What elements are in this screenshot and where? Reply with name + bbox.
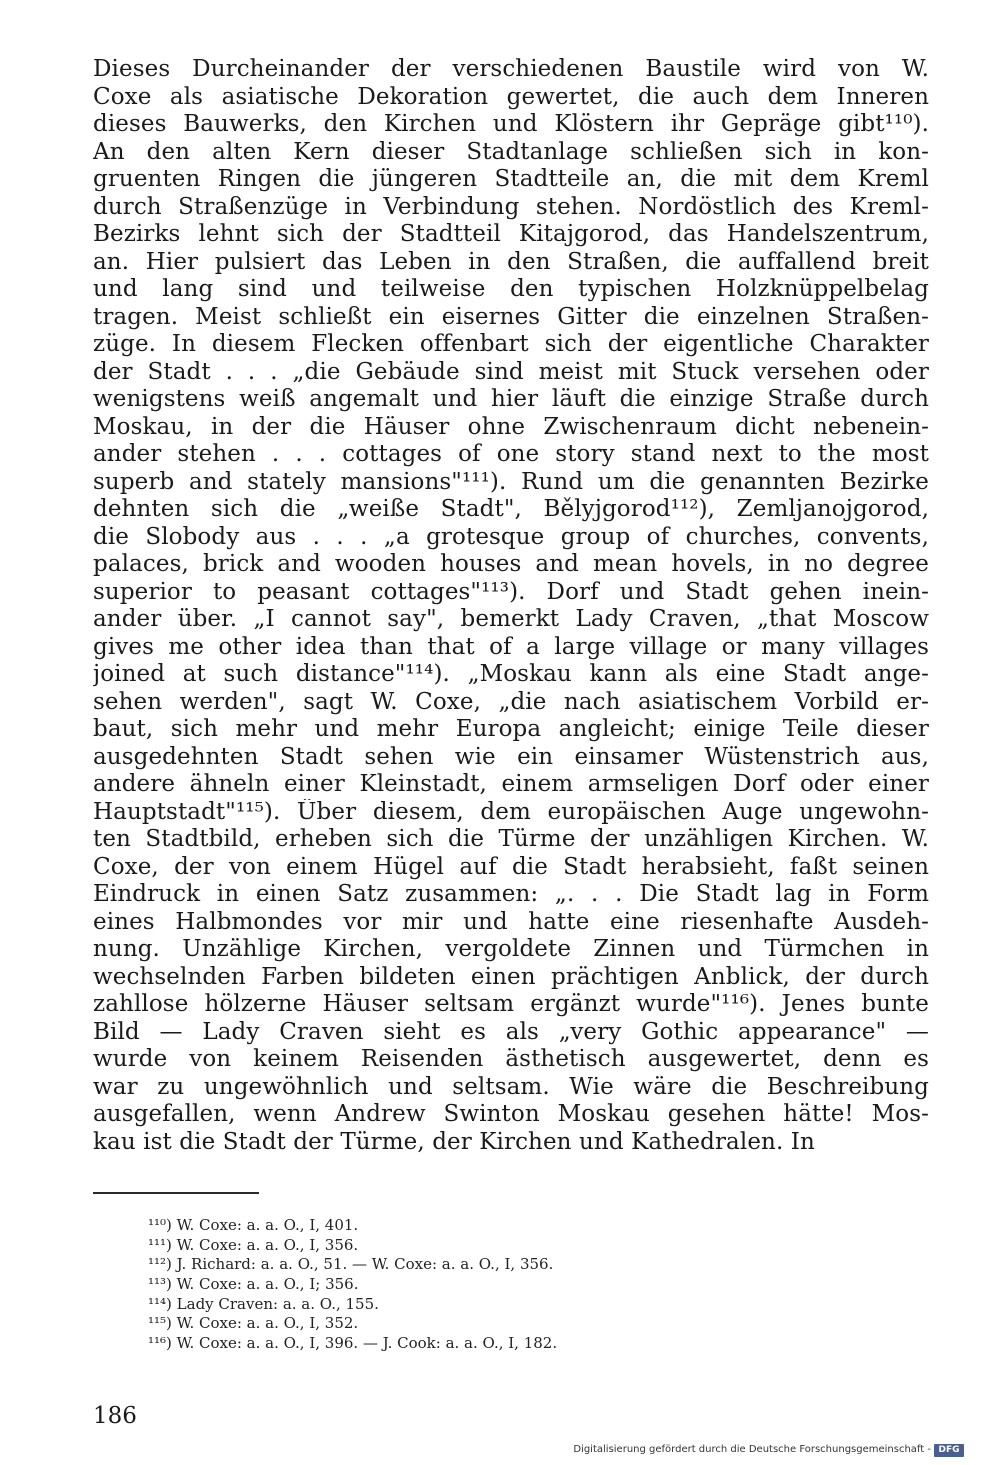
- text-line: wurde von keinem Reisenden ästhetisch ausgewertet, denn es: [93, 1046, 929, 1072]
- text-line: Hauptstadt"¹¹⁵). Über diesem, dem europäischen Auge ungewohn-: [93, 798, 929, 825]
- text-line: nung. Unzählige Kirchen, vergoldete Zinnen und Türmchen in: [93, 936, 929, 962]
- text-line: eines Halbmondes vor mir und hatte eine riesenhafte Ausdeh-: [93, 908, 929, 935]
- text-line: die Slobody aus . . . „a grotesque group of churches, convents,: [93, 523, 929, 550]
- footnotes: [148, 1216, 788, 1354]
- text-line: zahllose hölzerne Häuser seltsam ergänzt wurde"¹¹⁶). Jenes bunte: [93, 991, 929, 1017]
- text-line: Bild — Lady Craven sieht es als „very Gothic appearance" —: [93, 1018, 929, 1045]
- text-line: Coxe, der von einem Hügel auf die Stadt herabsieht, faßt seinen: [93, 853, 929, 880]
- text-line: ander über. „I cannot say", bemerkt Lady Craven, „that Moscow: [93, 606, 929, 632]
- text-line: und lang sind und teilweise den typischen Holzknüppelbelag: [93, 276, 929, 302]
- text-line: sehen werden", sagt W. Coxe, „die nach asiatischem Vorbild er-: [93, 688, 929, 715]
- footnote: ¹¹⁰) W. Coxe: a. a. O., I, 401.: [148, 1216, 359, 1234]
- text-line: an. Hier pulsiert das Leben in den Straßen, die auffallend breit: [93, 248, 929, 275]
- footnote: ¹¹⁴) Lady Craven: a. a. O., 155.: [148, 1294, 379, 1313]
- credit-text: Digitalisierung gefördert durch die Deutsche Forschungsgemeinschaft -: [573, 1444, 931, 1455]
- text-line: ausgedehnten Stadt sehen wie ein einsamer Wüstenstrich aus,: [93, 743, 929, 770]
- text-line: der Stadt . . . „die Gebäude sind meist mit Stuck versehen oder: [93, 358, 929, 385]
- dfg-logo: DFG: [934, 1444, 964, 1457]
- text-line: Bezirks lehnt sich der Stadtteil Kitajgorod, das Handelszentrum,: [93, 221, 929, 247]
- text-line: dehnten sich die „weiße Stadt", Bělyjgorod¹¹²), Zemljanojgorod,: [93, 496, 929, 522]
- text-line: Coxe als asiatische Dekoration gewertet, die auch dem Inneren: [93, 83, 929, 110]
- text-line: kau ist die Stadt der Türme, der Kirchen und Kathedralen. In: [93, 1128, 815, 1155]
- page-number: 186: [93, 1403, 137, 1429]
- text-line: durch Straßenzüge in Verbindung stehen. Nordöstlich des Kreml-: [93, 193, 929, 220]
- text-line: wenigstens weiß angemalt und hier läuft die einzige Straße durch: [93, 386, 929, 412]
- text-line: ten Stadtbild, erheben sich die Türme der unzähligen Kirchen. W.: [93, 826, 929, 852]
- text-line: Eindruck in einen Satz zusammen: „. . . Die Stadt lag in Form: [93, 881, 929, 907]
- text-line: An den alten Kern dieser Stadtanlage schließen sich in kon-: [93, 138, 929, 165]
- footnote-separator: [93, 1192, 259, 1194]
- text-line: wechselnden Farben bildeten einen prächtigen Anblick, der durch: [93, 963, 929, 990]
- text-line: andere ähneln einer Kleinstadt, einem armseligen Dorf oder einer: [93, 771, 929, 797]
- text-line: gives me other idea than that of a large village or many villages: [93, 633, 929, 660]
- text-line: war zu ungewöhnlich und seltsam. Wie wäre die Beschreibung: [93, 1073, 929, 1100]
- text-line: superb and stately mansions"¹¹¹). Rund um die genannten Bezirke: [93, 468, 929, 495]
- digitization-credit: [573, 1443, 964, 1457]
- text-line: joined at such distance"¹¹⁴). „Moskau kann als eine Stadt ange-: [93, 661, 929, 687]
- footnote: ¹¹²) J. Richard: a. a. O., 51. — W. Coxe: a. a. O., I, 356.: [148, 1255, 554, 1274]
- text-line: dieses Bauwerks, den Kirchen und Klöstern ihr Gepräge gibt¹¹⁰).: [93, 111, 929, 137]
- footnote: ¹¹⁵) W. Coxe: a. a. O., I, 352.: [148, 1314, 359, 1333]
- text-line: Moskau, in der die Häuser ohne Zwischenraum dicht nebenein-: [93, 413, 929, 440]
- text-line: gruenten Ringen die jüngeren Stadtteile an, die mit dem Kreml: [93, 166, 929, 192]
- text-line: ausgefallen, wenn Andrew Swinton Moskau gesehen hätte! Mos-: [93, 1101, 929, 1127]
- text-line: palaces, brick and wooden houses and mean hovels, in no degree: [93, 551, 929, 577]
- text-line: ander stehen . . . cottages of one story stand next to the most: [93, 441, 929, 467]
- footnote: ¹¹³) W. Coxe: a. a. O., I; 356.: [148, 1275, 359, 1294]
- text-line: Dieses Durcheinander der verschiedenen Baustile wird von W.: [93, 56, 929, 82]
- text-line: züge. In diesem Flecken offenbart sich der eigentliche Charakter: [93, 331, 929, 357]
- footnote: ¹¹⁶) W. Coxe: a. a. O., I, 396. — J. Cook: a. a. O., I, 182.: [148, 1334, 558, 1353]
- body-text: [93, 56, 929, 1156]
- text-line: superior to peasant cottages"¹¹³). Dorf und Stadt gehen inein-: [93, 578, 929, 605]
- text-line: tragen. Meist schließt ein eisernes Gitter die einzelnen Straßen-: [93, 303, 929, 330]
- text-line: baut, sich mehr und mehr Europa angleicht; einige Teile dieser: [93, 716, 929, 742]
- footnote: ¹¹¹) W. Coxe: a. a. O., I, 356.: [148, 1235, 359, 1254]
